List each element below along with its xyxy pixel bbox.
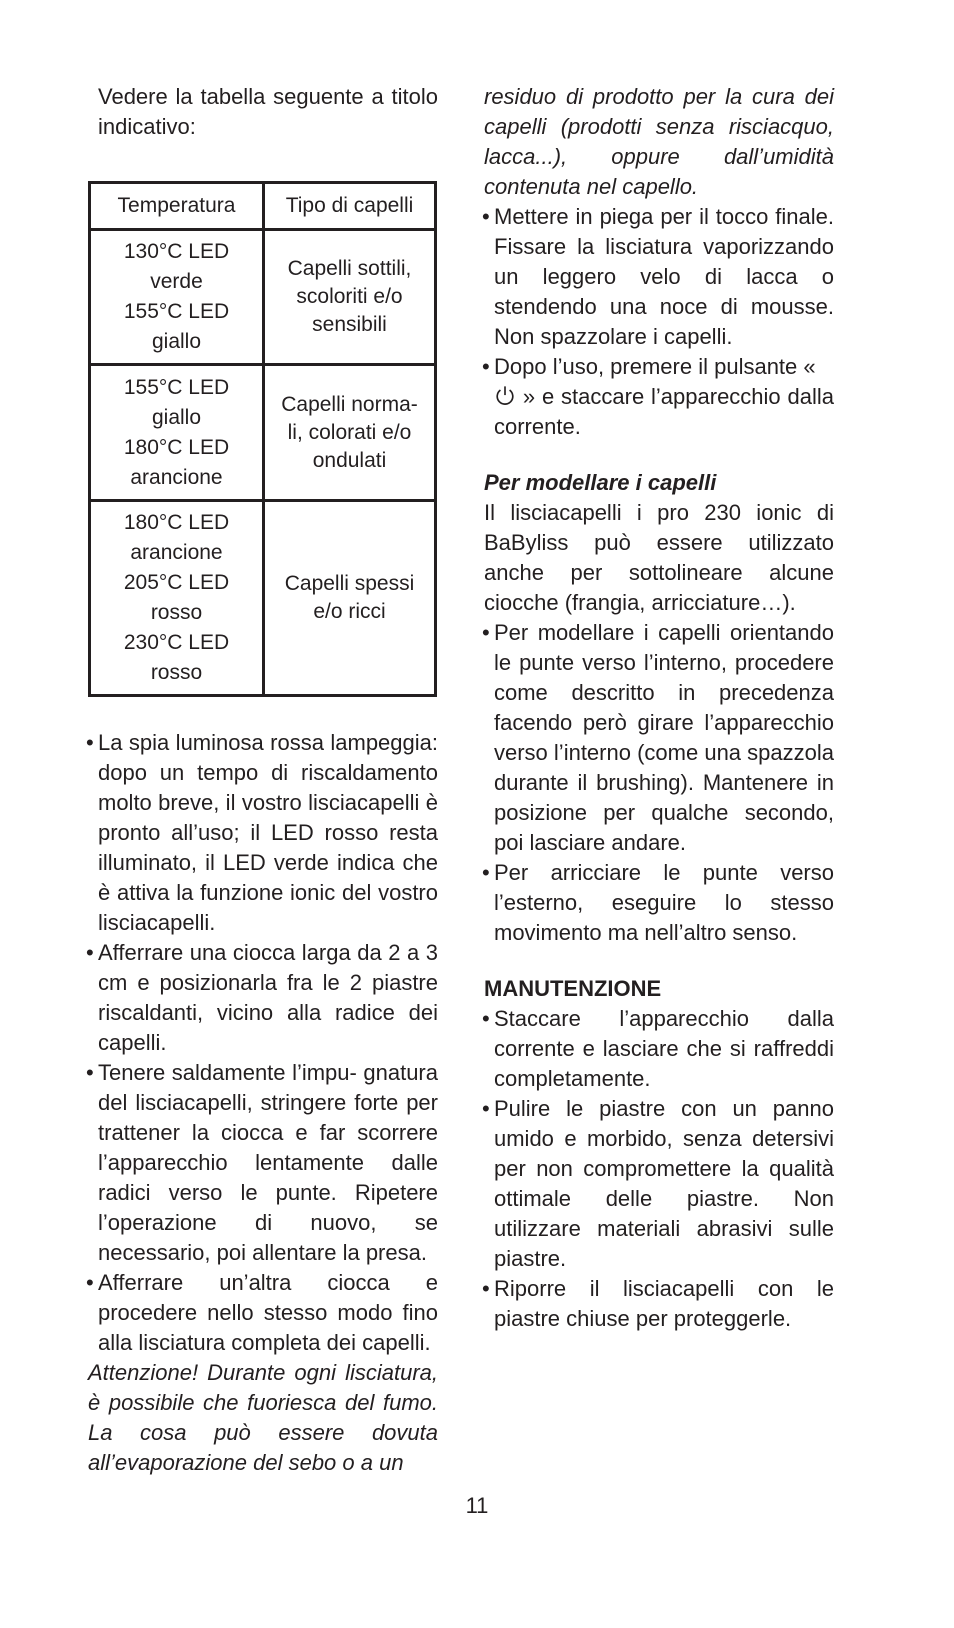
cell-line: 130°C LED (123, 240, 230, 263)
cell-line: ondulati (312, 448, 387, 472)
temperature-cell (90, 230, 264, 365)
table-header-temperature: Temperatura (90, 183, 264, 230)
list-item-text: La spia luminosa rossa lampeggia: dopo un tempo di riscaldamento molto breve, il vostro lisciacapelli è pronto all’uso; il LED rosso resta illuminato, il LED verde indica che è attiva la funzione ionic del vostro lisciacapelli. (98, 730, 438, 935)
cell-line: sensibili (312, 313, 387, 336)
list-item-text: Per arricciare le punte verso l’esterno, eseguire lo stesso movimento ma nell’altro senso. (494, 860, 834, 945)
bullet-icon: • (482, 354, 490, 379)
list-item-text: » e staccare l’apparecchio dalla corrente. (494, 384, 834, 439)
cell-line: scoloriti e/o (296, 285, 403, 308)
cell-line: 180°C LED (123, 435, 230, 459)
list-item-text: Tenere saldamente l’impu- gnatura del lisciacapelli, stringere forte per trattener la ciocca e far scorrere l’apparecchio lentamente dalle radici verso le punte. Ripetere l’operazione di nuovo, se necessario, poi allentare la presa. (98, 1060, 438, 1265)
usage-bullet-list (88, 728, 438, 1478)
list-item-text: Mettere in piega per il tocco finale. Fissare la lisciatura vaporizzando un leggero velo di lacca o stendendo una noce di mousse. Non spazzolare i capelli. (494, 204, 834, 349)
bullet-icon: • (482, 620, 490, 645)
list-item (484, 858, 834, 948)
temperature-cell (90, 501, 264, 696)
cell-line: rosso (150, 601, 203, 624)
warning-text: Attenzione! Durante ogni lisciatura, è possibile che fuoriesca del fumo. La cosa può essere dovuta all’evaporazione del sebo o a un (88, 1360, 438, 1475)
power-icon (494, 385, 516, 407)
intro-text: Vedere la tabella seguente a titolo indicativo: (98, 84, 438, 139)
bullet-icon: • (482, 1096, 490, 1121)
bullet-icon: • (86, 1060, 94, 1085)
table-header-row (90, 183, 436, 230)
section-title: MANUTENZIONE (484, 976, 662, 1001)
list-item (484, 1274, 834, 1334)
hair-type-cell (264, 501, 436, 696)
bullet-icon: • (482, 1276, 490, 1301)
hair-type-cell (264, 230, 436, 365)
list-item (88, 728, 438, 938)
table-row (90, 501, 436, 696)
cell-line: Capelli sottili, (287, 257, 412, 280)
cell-line: Capelli norma- (281, 392, 418, 416)
bullet-icon: • (86, 1270, 94, 1295)
bullet-icon: • (482, 204, 490, 229)
list-item-text: Dopo l’uso, premere il pulsante « (494, 354, 816, 379)
temperature-cell (90, 365, 264, 501)
list-item-text: Staccare l’apparecchio dalla corrente e lasciare che si raffreddi completamente. (494, 1006, 834, 1091)
page-number: 11 (465, 1493, 489, 1518)
section-intro: Il lisciacapelli i pro 230 ionic di BaByliss può essere utilizzato anche per sottolineare alcune ciocche (frangia, arricciature…). (484, 500, 834, 615)
list-item (88, 1058, 438, 1268)
warning-continuation: residuo di prodotto per la cura dei capelli (prodotti senza risciacquo, lacca...), oppure dall’umidità contenuta nel capello. (484, 84, 834, 199)
bullet-icon: • (482, 1006, 490, 1031)
table-row (90, 230, 436, 365)
cell-line: 180°C LED (123, 511, 230, 534)
maintenance-section (484, 974, 834, 1334)
cell-line: giallo (151, 405, 202, 429)
list-item-text: Afferrare un’altra ciocca e procedere nello stesso modo fino alla lisciatura completa dei capelli. (98, 1270, 438, 1355)
cell-line: 205°C LED (123, 571, 230, 594)
list-item-text: Pulire le piastre con un panno umido e morbido, senza detersivi per non compromettere la qualità ottimale delle piastre. Non utilizzare materiali abrasivi sulle piastre. (494, 1096, 834, 1271)
bullet-icon: • (482, 860, 490, 885)
right-top-block (484, 82, 834, 442)
cell-line: e/o ricci (313, 600, 386, 623)
cell-line: arancione (130, 465, 223, 489)
styling-section (484, 468, 834, 948)
cell-line: giallo (151, 330, 202, 353)
list-item (484, 1004, 834, 1094)
table-header-hair-type: Tipo di capelli (264, 183, 436, 230)
table-row (90, 365, 436, 501)
list-item (88, 1268, 438, 1358)
list-item (484, 1094, 834, 1274)
cell-line: li, colorati e/o (287, 420, 412, 444)
bullet-icon: • (86, 940, 94, 965)
cell-line: 155°C LED (123, 375, 230, 399)
list-item (484, 618, 834, 858)
cell-line: 155°C LED (123, 300, 230, 323)
temperature-table (88, 181, 437, 697)
list-item (88, 938, 438, 1058)
hair-type-cell (264, 365, 436, 501)
list-item-text: Riporre il lisciacapelli con le piastre chiuse per proteggerle. (494, 1276, 834, 1331)
bullet-icon: • (86, 730, 94, 755)
list-item-text: Afferrare una ciocca larga da 2 a 3 cm e posizionarla fra le 2 piastre riscaldanti, vicino alla radice dei capelli. (98, 940, 438, 1055)
list-item-text: Per modellare i capelli orientando le punte verso l’interno, procedere come descritto in precedenza facendo però girare l’apparecchio verso l’interno (come una spazzola durante il brushing). Mantenere in posizione per qualche secondo, poi lasciare andare. (494, 620, 834, 855)
section-title: Per modellare i capelli (484, 470, 717, 495)
cell-line: Capelli spessi (284, 572, 415, 595)
cell-line: rosso (150, 661, 203, 684)
list-item (484, 352, 834, 442)
cell-line: arancione (130, 541, 223, 564)
cell-line: verde (150, 270, 203, 293)
cell-line: 230°C LED (123, 631, 230, 654)
list-item (484, 202, 834, 352)
